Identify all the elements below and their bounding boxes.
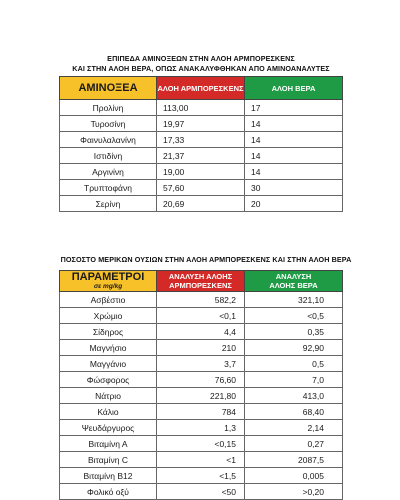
substance-row-vera-value: 68,40: [245, 404, 343, 420]
substance-row-arborescens-value: <1: [157, 452, 245, 468]
amino-acid-row-arborescens-value: 19,00: [157, 164, 245, 180]
amino-acid-row-vera-value: 14: [245, 148, 343, 164]
substance-row-arborescens-value: 4,4: [157, 324, 245, 340]
substance-row-name: Βιταμίνη Β12: [59, 468, 157, 484]
substances-title: ΠΟΣΟΣΤΟ ΜΕΡΙΚΩΝ ΟΥΣΙΩΝ ΣΤΗΝ ΑΛΟΗ ΑΡΜΠΟΡΕΣΚΕΝΣ ΚΑΙ ΣΤΗΝ ΑΛΟΗ ΒΕΡΑ: [60, 255, 352, 264]
substance-row-name: Μαγγάνιο: [59, 356, 157, 372]
amino-acid-row-arborescens-value: 113,00: [157, 100, 245, 116]
amino-acids-title-line1: ΕΠΙΠΕΔΑ ΑΜΙΝΟΞΕΩΝ ΣΤΗΝ ΑΛΟΗ ΑΡΜΠΟΡΕΣΚΕΝΣ: [107, 54, 295, 63]
substance-row-name: Ασβέστιο: [59, 292, 157, 308]
substance-row-arborescens-value: <0,1: [157, 308, 245, 324]
amino-acid-row: [59, 180, 343, 196]
substance-row: [59, 420, 343, 436]
amino-acids-header-vera: ΑΛΟΗ ΒΕΡΑ: [245, 76, 343, 100]
substance-row-vera-value: 0,005: [245, 468, 343, 484]
substance-row-name: Νάτριο: [59, 388, 157, 404]
substance-row: [59, 356, 343, 372]
amino-acid-row-arborescens-value: 17,33: [157, 132, 245, 148]
substance-row-arborescens-value: 3,7: [157, 356, 245, 372]
amino-acid-row-vera-value: 30: [245, 180, 343, 196]
amino-acids-header-row: [59, 76, 343, 100]
substance-row: [59, 452, 343, 468]
substance-row-name: Μαγνήσιο: [59, 340, 157, 356]
amino-acid-row: [59, 132, 343, 148]
amino-acid-row-name: Τρυπτοφάνη: [59, 180, 157, 196]
substance-row-arborescens-value: 221,80: [157, 388, 245, 404]
substance-row-name: Χρώμιο: [59, 308, 157, 324]
amino-acid-row-vera-value: 20: [245, 196, 343, 212]
amino-acid-row: [59, 164, 343, 180]
amino-acid-row-vera-value: 14: [245, 132, 343, 148]
amino-acid-row-name: Προλίνη: [59, 100, 157, 116]
amino-acids-header-name: ΑΜΙΝΟΞΕΑ: [59, 76, 157, 100]
substance-row-arborescens-value: <1,5: [157, 468, 245, 484]
amino-acid-row-vera-value: 14: [245, 164, 343, 180]
substance-row: [59, 388, 343, 404]
substance-row-name: Σίδηρος: [59, 324, 157, 340]
substances-table: [59, 270, 343, 500]
substance-row-vera-value: 2087,5: [245, 452, 343, 468]
substance-row-arborescens-value: 76,60: [157, 372, 245, 388]
substance-row-vera-value: <0,5: [245, 308, 343, 324]
substances-header-vera: ΑΝΑΛΥΣΗ ΑΛΟΗΣ ΒΕΡΑ: [245, 270, 343, 292]
substance-row-name: Βιταμίνη Α: [59, 436, 157, 452]
substance-row-arborescens-value: 784: [157, 404, 245, 420]
substances-header-unit: σε mg/kg: [93, 283, 123, 290]
amino-acid-row-arborescens-value: 19,97: [157, 116, 245, 132]
substance-row: [59, 436, 343, 452]
amino-acids-table: [59, 76, 343, 212]
substance-row-name: Βιταμίνη C: [59, 452, 157, 468]
substance-row-name: Ψευδάργυρος: [59, 420, 157, 436]
substance-row-vera-value: 2,14: [245, 420, 343, 436]
substance-row: [59, 484, 343, 500]
substance-row: [59, 308, 343, 324]
amino-acid-row: [59, 148, 343, 164]
substances-header-arborescens: ΑΝΑΛΥΣΗ ΑΛΟΗΣ ΑΡΜΠΟΡΕΣΚΕΝΣ: [157, 270, 245, 292]
substance-row-arborescens-value: <0,15: [157, 436, 245, 452]
substance-row-vera-value: 92,90: [245, 340, 343, 356]
amino-acid-row: [59, 100, 343, 116]
substance-row: [59, 340, 343, 356]
substance-row-vera-value: 0,35: [245, 324, 343, 340]
amino-acid-row-vera-value: 14: [245, 116, 343, 132]
substance-row-vera-value: 7,0: [245, 372, 343, 388]
substance-row-arborescens-value: 1,3: [157, 420, 245, 436]
amino-acid-row-name: Φαινυλαλανίνη: [59, 132, 157, 148]
amino-acid-row: [59, 196, 343, 212]
amino-acid-row-arborescens-value: 20,69: [157, 196, 245, 212]
amino-acid-row-name: Ιστιδίνη: [59, 148, 157, 164]
substance-row-arborescens-value: <50: [157, 484, 245, 500]
substance-row: [59, 292, 343, 308]
amino-acid-row-arborescens-value: 57,60: [157, 180, 245, 196]
substance-row-vera-value: >0,20: [245, 484, 343, 500]
amino-acid-row-name: Τυροσίνη: [59, 116, 157, 132]
substance-row: [59, 468, 343, 484]
substance-row-name: Φολικό οξύ: [59, 484, 157, 500]
substance-row-arborescens-value: 210: [157, 340, 245, 356]
substances-header-row: [59, 270, 343, 292]
amino-acids-title: [56, 54, 346, 74]
substance-row: [59, 404, 343, 420]
amino-acid-row-name: Σερίνη: [59, 196, 157, 212]
substance-row-vera-value: 321,10: [245, 292, 343, 308]
substances-header-name: ΠΑΡΑΜΕΤΡΟΙ σε mg/kg: [59, 270, 157, 292]
amino-acid-row-name: Αργινίνη: [59, 164, 157, 180]
substance-row-name: Φώσφορος: [59, 372, 157, 388]
amino-acid-row-vera-value: 17: [245, 100, 343, 116]
substance-row-arborescens-value: 582,2: [157, 292, 245, 308]
amino-acid-row-arborescens-value: 21,37: [157, 148, 245, 164]
substance-row: [59, 324, 343, 340]
substance-row: [59, 372, 343, 388]
amino-acids-header-arborescens: ΑΛΟΗ ΑΡΜΠΟΡΕΣΚΕΝΣ: [157, 76, 245, 100]
amino-acids-title-line2: ΚΑΙ ΣΤΗΝ ΑΛΟΗ ΒΕΡΑ, ΟΠΩΣ ΑΝΑΚΑΛΥΦΘΗΚΑΝ ΑΠΟ ΑΜΙΝΟΑΝΑΛΥΤΕΣ: [72, 64, 330, 73]
substance-row-vera-value: 0,27: [245, 436, 343, 452]
substance-row-vera-value: 0,5: [245, 356, 343, 372]
substance-row-vera-value: 413,0: [245, 388, 343, 404]
substance-row-name: Κάλιο: [59, 404, 157, 420]
amino-acid-row: [59, 116, 343, 132]
